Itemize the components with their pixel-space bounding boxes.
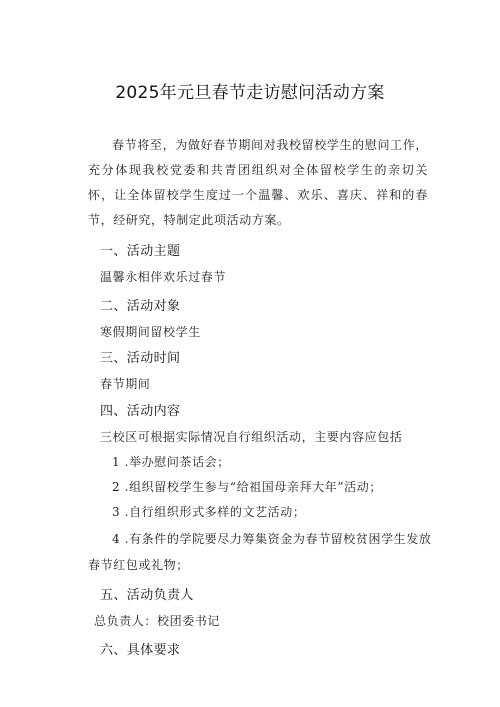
content-item-2: 2 .组织留校学生参与“给祖国母亲拜大年”活动； (112, 480, 382, 494)
section-text-audience: 寒假期间留校学生 (100, 325, 201, 339)
content-item-4-continued: 春节红包或礼物； (88, 558, 189, 572)
section-heading-theme: 一、活动主题 (100, 244, 181, 259)
intro-paragraph: 春节将至，为做好春节期间对我校留校学生的慰问工作，充分体现我校党委和共青团组织对全体留校学生的亲切关怀，让全体留校学生度过一个温馨、欢乐、喜庆、祥和的春节，经研究，特制定此项活动方案。 (88, 138, 428, 227)
section-heading-audience: 二、活动对象 (100, 299, 181, 314)
section-heading-requirements: 六、具体要求 (100, 643, 181, 658)
section-heading-content: 四、活动内容 (100, 404, 181, 419)
content-item-3: 3 .自行组织形式多样的文艺活动； (112, 505, 306, 519)
section-heading-owner: 五、活动负责人 (100, 588, 194, 603)
section-text-theme: 温馨永相伴欢乐过春节 (100, 270, 227, 284)
section-text-content: 三校区可根据实际情况自行组织活动，主要内容应包括 (100, 430, 403, 444)
section-heading-time: 三、活动时间 (100, 351, 181, 366)
document-title: 2025年元旦春节走访慰问活动方案 (115, 83, 385, 103)
content-item-4: 4 .有条件的学院要尽力筹集资金为春节留校贫困学生发放 (112, 532, 432, 546)
section-text-owner: 总负责人：校团委书记 (94, 614, 221, 628)
section-text-time: 春节期间 (100, 377, 151, 391)
content-item-1: 1 .举办慰问茶话会； (112, 455, 230, 469)
